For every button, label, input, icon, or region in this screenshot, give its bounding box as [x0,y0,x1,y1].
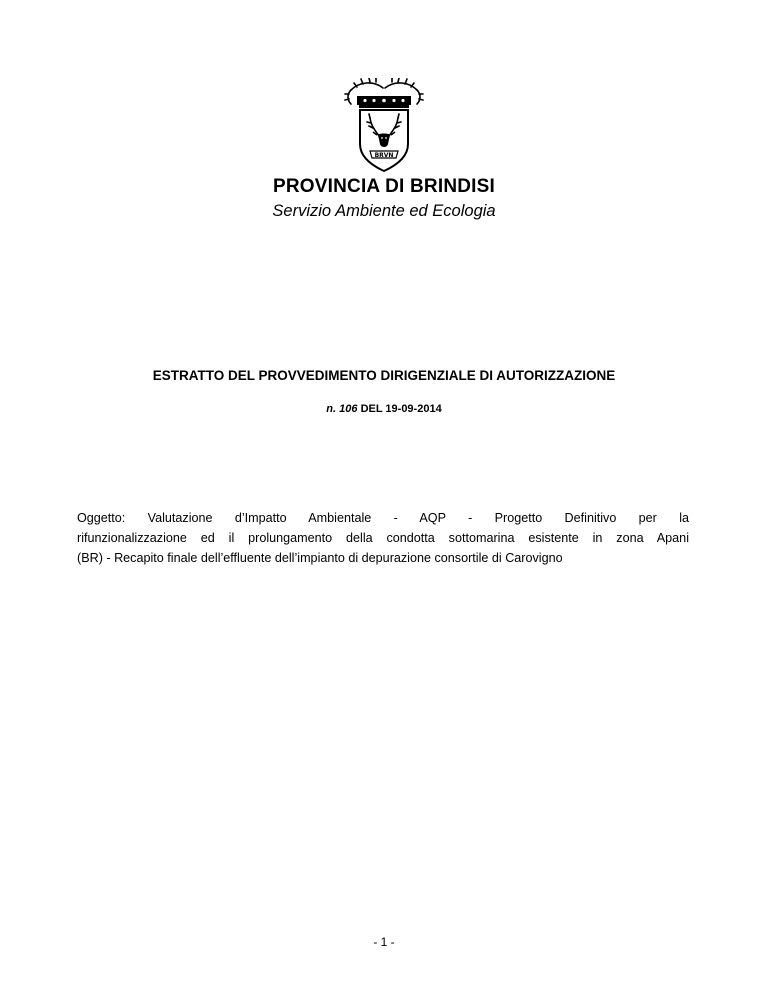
svg-text:BRVN: BRVN [374,152,394,159]
page-title: PROVINCIA DI BRINDISI [272,176,495,197]
subject-paragraph [77,508,689,568]
document-heading: ESTRATTO DEL PROVVEDIMENTO DIRIGENZIALE DI AUTORIZZAZIONE [152,368,616,383]
number-value: 106 [339,403,358,415]
subject-line: Oggetto: Valutazione d’Impatto Ambientale - AQP - Progetto Definitivo per la [77,511,689,525]
provision-number-line [0,403,768,415]
page-subtitle: Servizio Ambiente ed Ecologia [272,202,496,220]
number-label: n. [326,403,337,415]
provision-date: DEL 19-09-2014 [360,403,442,415]
subject-line: rifunzionalizzazione ed il prolungamento della condotta sottomarina esistente in zona Apani [77,531,689,545]
page-number: - 1 - [373,935,395,949]
subject-line: (BR) - Recapito finale dell’effluente dell’impianto di depurazione consortile di Carovigno [77,551,563,565]
province-coat-of-arms-icon [343,78,425,176]
